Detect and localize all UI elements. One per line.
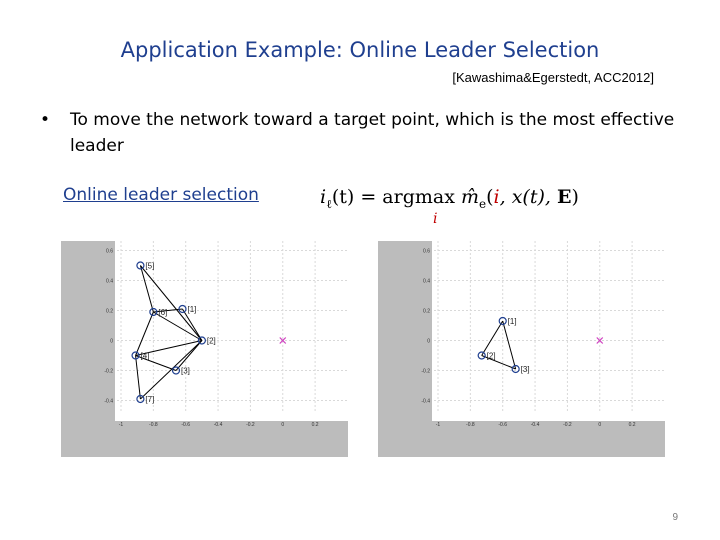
node-label: [3] — [520, 365, 530, 374]
x-tick-label: -0.4 — [213, 422, 223, 428]
bullet-text: To move the network toward a target point, which is the most effective leader — [70, 110, 675, 156]
node-label: [6] — [158, 308, 168, 317]
x-tick-label: -0.6 — [498, 422, 508, 428]
y-tick-label: -0.4 — [421, 398, 430, 405]
node-label: [1] — [507, 317, 517, 326]
y-tick-label: 0 — [427, 338, 430, 345]
network-plot-right-svg — [378, 241, 665, 457]
x-tick-label: -0.2 — [563, 422, 572, 428]
x-tick-label: 0 — [598, 422, 602, 428]
x-tick-label: -0.4 — [530, 422, 540, 428]
node-label: [2] — [206, 336, 216, 346]
formula-E: E — [556, 186, 572, 208]
node-label: [7] — [145, 395, 155, 404]
formula-rest: , x(t), — [499, 186, 557, 208]
page-number: 9 — [672, 512, 678, 523]
x-tick-label: 0.2 — [311, 422, 319, 428]
y-tick-label: 0.6 — [423, 248, 430, 255]
node-label: [3] — [181, 366, 190, 376]
x-tick-label: -0.2 — [246, 422, 255, 428]
slide-title: Application Example: Online Leader Selection — [120, 38, 600, 62]
y-tick-label: 0.2 — [423, 308, 430, 315]
y-tick-label: -0.2 — [421, 368, 430, 375]
y-tick-label: 0.6 — [106, 248, 113, 255]
formula-lhs: i — [320, 186, 327, 208]
node-label: [2] — [486, 351, 496, 361]
y-tick-label: -0.2 — [104, 368, 113, 375]
y-tick-label: 0 — [110, 338, 113, 345]
x-tick-label: -1 — [118, 422, 124, 428]
x-tick-label: -1 — [435, 422, 441, 428]
network-plot-left — [61, 241, 348, 457]
formula-open: ( — [486, 186, 494, 208]
x-tick-label: -0.6 — [181, 422, 191, 428]
y-tick-label: -0.4 — [104, 398, 113, 405]
leader-selection-formula — [320, 186, 579, 227]
formula-close: ) — [571, 186, 579, 208]
citation: [Kawashima&Egerstedt, ACC2012] — [452, 70, 654, 85]
formula-lhs-arg: (t) = argmax — [331, 186, 461, 208]
plot-axes-area — [432, 241, 665, 421]
formula-m-sub: e — [479, 197, 487, 211]
x-tick-label: 0.2 — [628, 422, 636, 428]
x-tick-label: 0 — [281, 422, 285, 428]
y-tick-label: 0.4 — [423, 278, 430, 285]
y-tick-label: 0.4 — [106, 278, 113, 285]
formula-lhs-sub: ℓ — [326, 197, 332, 211]
network-plot-right — [378, 241, 665, 457]
node-label: [5] — [145, 261, 155, 271]
y-tick-label: 0.2 — [106, 308, 113, 315]
x-tick-label: -0.8 — [149, 422, 158, 428]
bullet-point — [40, 107, 690, 159]
formula-argmax-index: i — [433, 211, 438, 227]
node-label: [1] — [187, 305, 197, 314]
x-tick-label: -0.8 — [466, 422, 475, 428]
formula-m: m̂ — [460, 186, 479, 208]
bullet-marker: • — [40, 110, 51, 130]
formula-i: i — [493, 186, 500, 208]
online-leader-selection-link[interactable]: Online leader selection — [63, 185, 259, 205]
network-plot-left-svg — [61, 241, 348, 457]
node-label: [4] — [140, 351, 150, 361]
